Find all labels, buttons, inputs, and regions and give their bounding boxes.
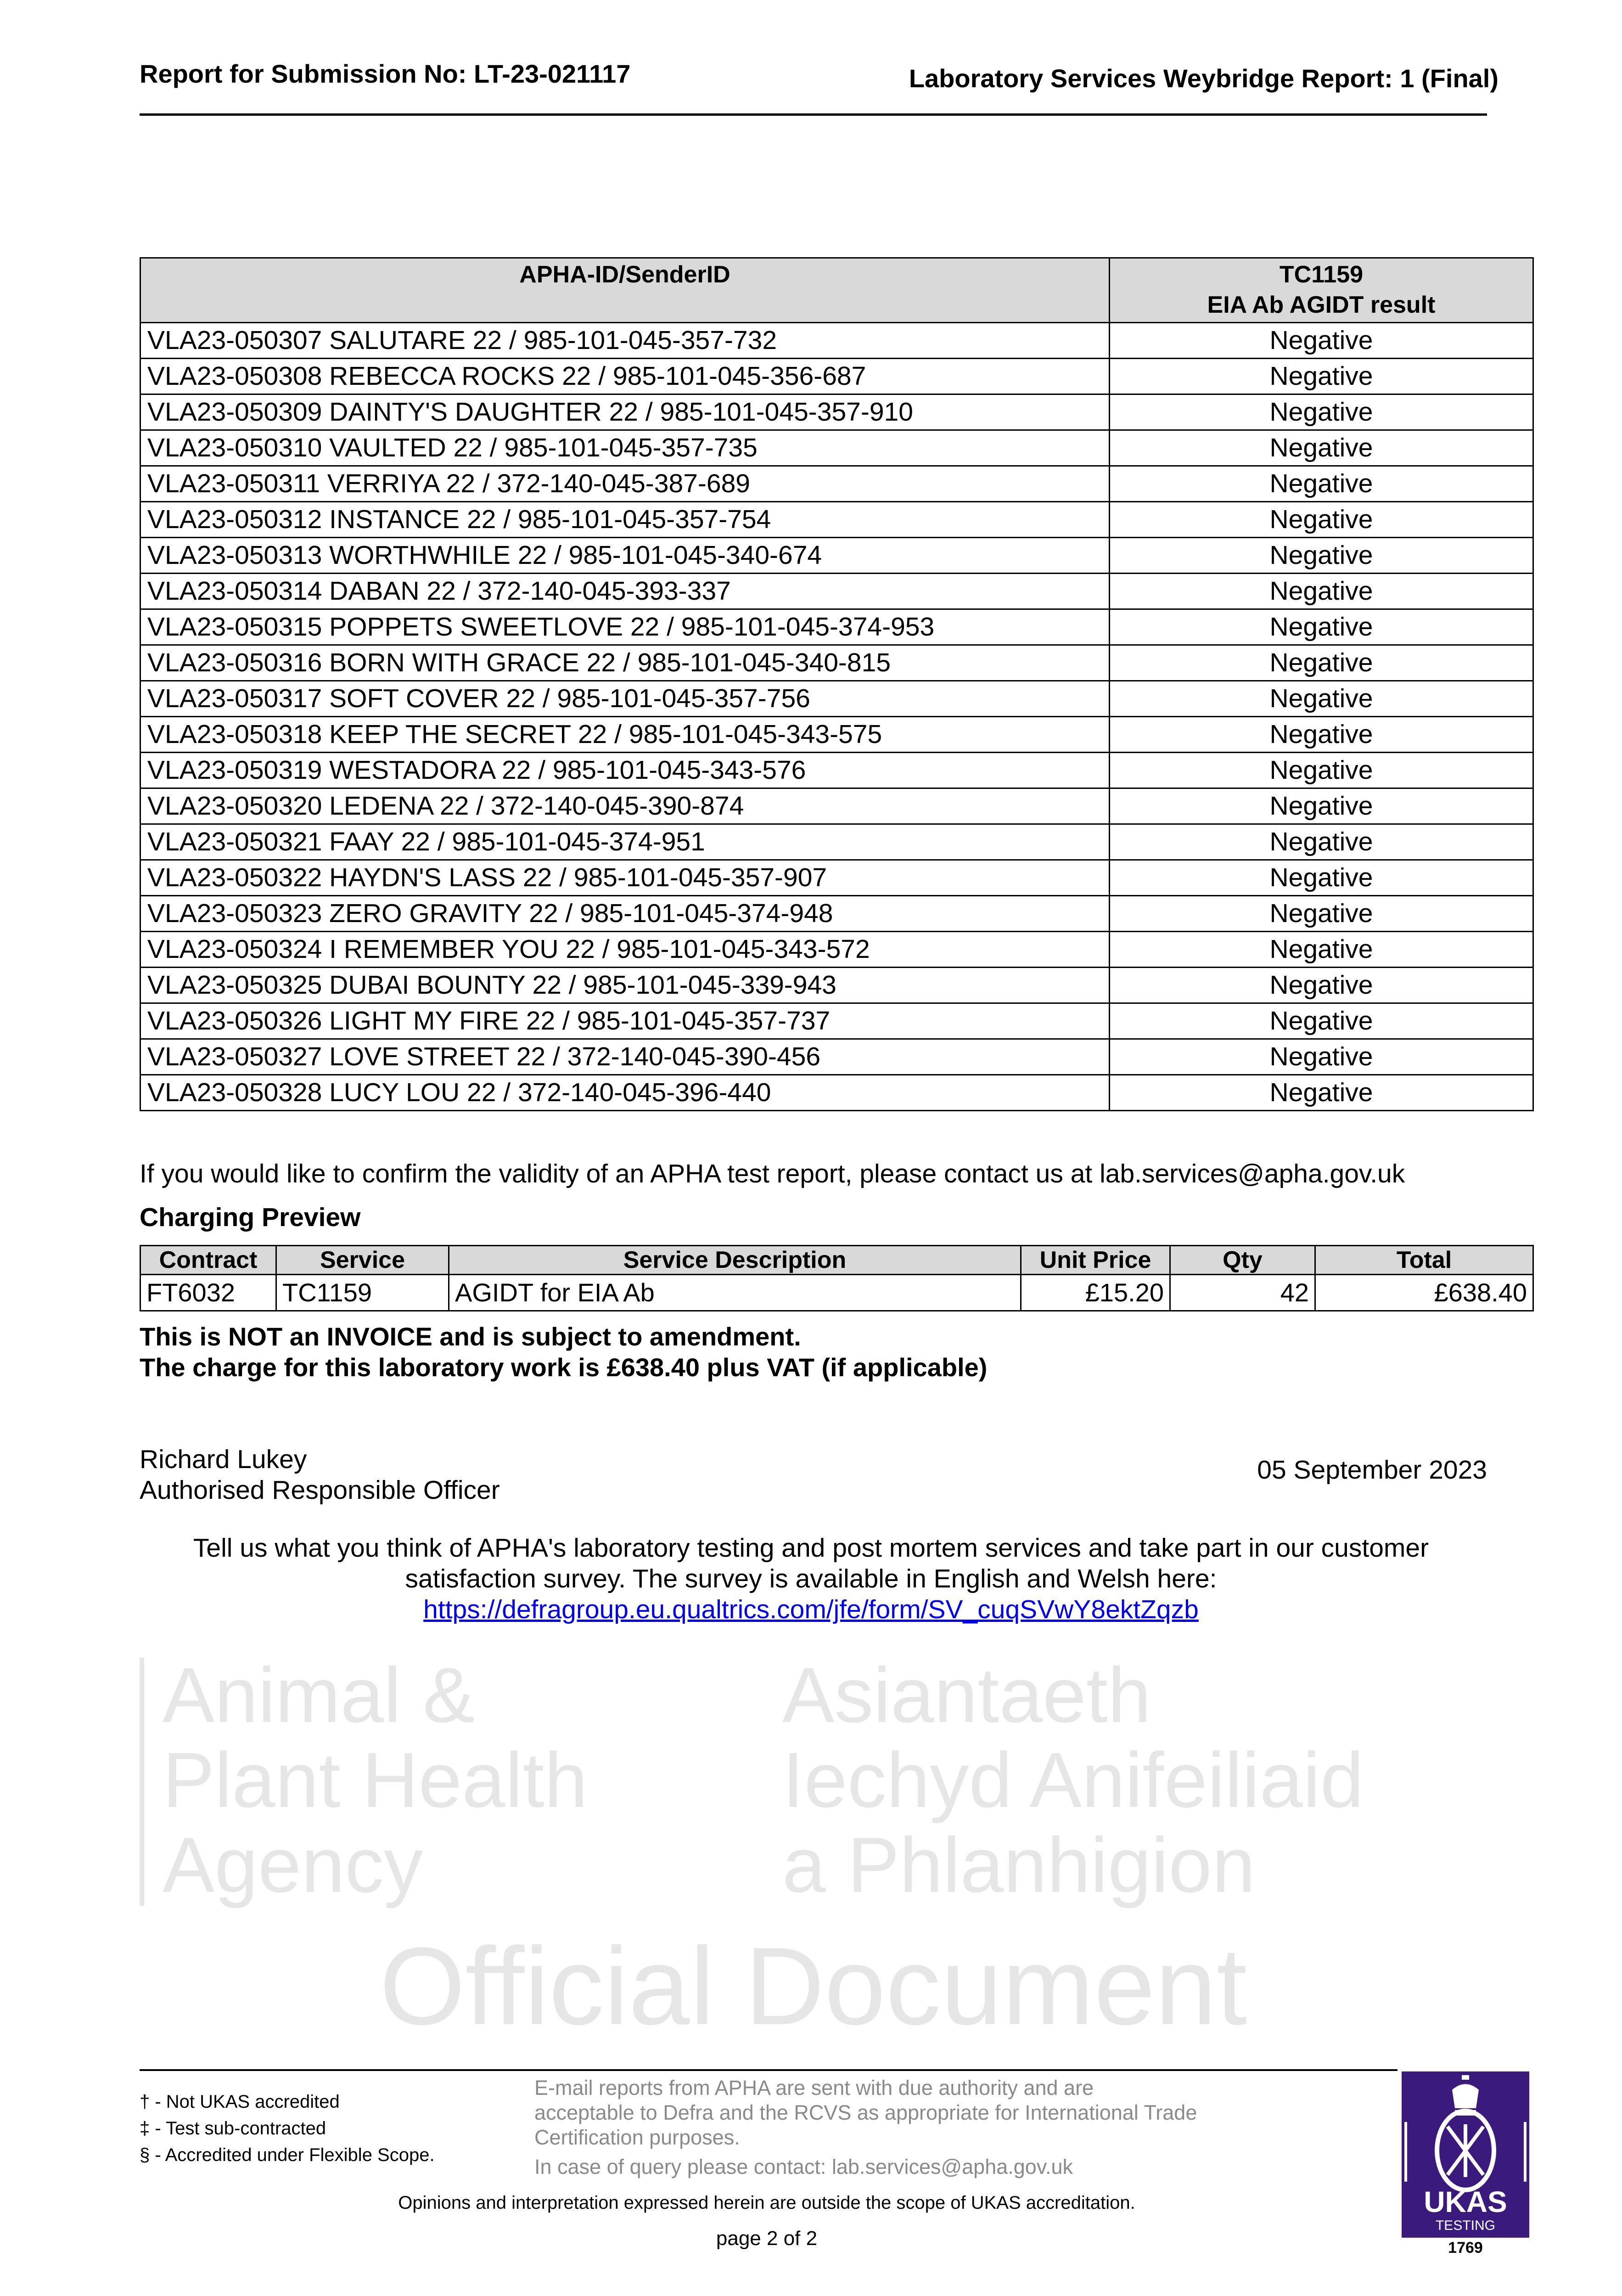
- charging-table: [140, 1245, 1534, 1311]
- watermark-line: Asiantaeth: [782, 1652, 1151, 1739]
- sample-id: VLA23-050312 INSTANCE 22 / 985-101-045-357-754: [140, 502, 1110, 538]
- ukas-logo: [1402, 2071, 1529, 2238]
- submission-number: Report for Submission No: LT-23-021117: [140, 59, 631, 88]
- test-result: Negative: [1110, 681, 1533, 717]
- test-result: Negative: [1110, 860, 1533, 896]
- validity-note: If you would like to confirm the validity of an APHA test report, please contact us at lab.services@apha.gov.uk: [140, 1159, 1405, 1188]
- email-note-line: acceptable to Defra and the RCVS as appropriate for International Trade: [534, 2101, 1197, 2124]
- report-date: 05 September 2023: [1257, 1455, 1487, 1485]
- table-row: [140, 896, 1533, 932]
- test-result: Negative: [1110, 609, 1533, 645]
- table-row: [140, 609, 1533, 645]
- watermark-line: Animal &: [163, 1652, 475, 1739]
- th-total: Total: [1315, 1246, 1533, 1275]
- official-document-watermark: [140, 1924, 1487, 2048]
- th-contract: Contract: [140, 1246, 276, 1275]
- table-row: [140, 824, 1533, 860]
- column-header-id: APHA-ID/SenderID: [140, 258, 1110, 323]
- sample-id: VLA23-050325 DUBAI BOUNTY 22 / 985-101-045-339-943: [140, 968, 1110, 1003]
- table-row: [140, 359, 1533, 394]
- sample-id: VLA23-050310 VAULTED 22 / 985-101-045-357-735: [140, 430, 1110, 466]
- charge-note: The charge for this laboratory work is £638.40 plus VAT (if applicable): [140, 1353, 988, 1382]
- test-result: Negative: [1110, 717, 1533, 753]
- test-result: Negative: [1110, 359, 1533, 394]
- table-row: [140, 932, 1533, 968]
- footer-divider: [140, 2069, 1398, 2071]
- watermark-line: Agency: [163, 1822, 423, 1909]
- query-contact: In case of query please contact: lab.services@apha.gov.uk: [534, 2155, 1073, 2178]
- sample-id: VLA23-050322 HAYDN'S LASS 22 / 985-101-045-357-907: [140, 860, 1110, 896]
- sample-id: VLA23-050313 WORTHWHILE 22 / 985-101-045-340-674: [140, 538, 1110, 574]
- footnote-dagger: † - Not UKAS accredited: [140, 2092, 340, 2112]
- crown-icon: [1402, 2071, 1529, 2238]
- test-result: Negative: [1110, 788, 1533, 824]
- qty: 42: [1170, 1275, 1315, 1311]
- sample-id: VLA23-050307 SALUTARE 22 / 985-101-045-357-732: [140, 323, 1110, 359]
- watermark-divider: [140, 1658, 144, 1906]
- sample-id: VLA23-050311 VERRIYA 22 / 372-140-045-387-689: [140, 466, 1110, 502]
- page-number: page 2 of 2: [716, 2227, 818, 2250]
- table-row: [140, 645, 1533, 681]
- table-row: [140, 430, 1533, 466]
- test-result: Negative: [1110, 538, 1533, 574]
- column-header-result: [1110, 258, 1533, 323]
- table-row: [140, 466, 1533, 502]
- report-title: Laboratory Services Weybridge Report: 1 (Final): [909, 64, 1499, 93]
- test-result: Negative: [1110, 896, 1533, 932]
- sample-id: VLA23-050316 BORN WITH GRACE 22 / 985-101-045-340-815: [140, 645, 1110, 681]
- th-service: Service: [276, 1246, 449, 1275]
- header-test-code: TC1159: [1279, 261, 1364, 288]
- watermark-word: Official: [379, 1925, 714, 2048]
- th-description: Service Description: [449, 1246, 1021, 1275]
- test-result: Negative: [1110, 466, 1533, 502]
- table-row: [140, 394, 1533, 430]
- not-invoice-note: This is NOT an INVOICE and is subject to amendment.: [140, 1322, 801, 1351]
- table-row: [140, 1039, 1533, 1075]
- survey-link[interactable]: https://defragroup.eu.qualtrics.com/jfe/form/SV_cuqSVwY8ektZqzb: [423, 1595, 1199, 1624]
- sample-id: VLA23-050309 DAINTY'S DAUGHTER 22 / 985-101-045-357-910: [140, 394, 1110, 430]
- table-row: [140, 788, 1533, 824]
- header-test-name: EIA Ab AGIDT result: [1207, 292, 1436, 318]
- test-result: Negative: [1110, 430, 1533, 466]
- sample-id: VLA23-050324 I REMEMBER YOU 22 / 985-101-045-343-572: [140, 932, 1110, 968]
- charge-row: [140, 1275, 1533, 1311]
- table-row: [140, 538, 1533, 574]
- sample-id: VLA23-050326 LIGHT MY FIRE 22 / 985-101-045-357-737: [140, 1003, 1110, 1039]
- test-result: Negative: [1110, 394, 1533, 430]
- sample-id: VLA23-050314 DABAN 22 / 372-140-045-393-337: [140, 574, 1110, 609]
- table-row: [140, 1075, 1533, 1111]
- test-result: Negative: [1110, 323, 1533, 359]
- charging-title: Charging Preview: [140, 1203, 361, 1232]
- sample-id: VLA23-050327 LOVE STREET 22 / 372-140-045-390-456: [140, 1039, 1110, 1075]
- table-row: [140, 574, 1533, 609]
- watermark-line: a Phlanhigion: [782, 1822, 1256, 1909]
- ukas-number: 1769: [1448, 2239, 1483, 2257]
- unit-price: £15.20: [1021, 1275, 1170, 1311]
- test-result: Negative: [1110, 824, 1533, 860]
- results-table: [140, 257, 1534, 1111]
- table-row: [140, 323, 1533, 359]
- ukas-text: UKAS: [1424, 2185, 1507, 2218]
- test-result: Negative: [1110, 1003, 1533, 1039]
- sample-id: VLA23-050320 LEDENA 22 / 372-140-045-390-874: [140, 788, 1110, 824]
- sample-id: VLA23-050321 FAAY 22 / 985-101-045-374-951: [140, 824, 1110, 860]
- sample-id: VLA23-050323 ZERO GRAVITY 22 / 985-101-045-374-948: [140, 896, 1110, 932]
- watermark-line: Plant Health: [163, 1737, 588, 1824]
- test-result: Negative: [1110, 753, 1533, 788]
- table-row: [140, 717, 1533, 753]
- th-qty: Qty: [1170, 1246, 1315, 1275]
- table-row: [140, 860, 1533, 896]
- contract: FT6032: [140, 1275, 276, 1311]
- table-row: [140, 968, 1533, 1003]
- sample-id: VLA23-050315 POPPETS SWEETLOVE 22 / 985-101-045-374-953: [140, 609, 1110, 645]
- watermark-word: Document: [745, 1925, 1247, 2048]
- table-row: [140, 502, 1533, 538]
- email-note-line: Certification purposes.: [534, 2126, 740, 2149]
- ukas-testing: TESTING: [1435, 2218, 1496, 2233]
- ukas-opinions-note: Opinions and interpretation expressed herein are outside the scope of UKAS accreditation.: [398, 2193, 1135, 2213]
- table-row: [140, 681, 1533, 717]
- watermark-line: Iechyd Anifeiliaid: [782, 1737, 1364, 1824]
- sample-id: VLA23-050328 LUCY LOU 22 / 372-140-045-396-440: [140, 1075, 1110, 1111]
- description: AGIDT for EIA Ab: [449, 1275, 1021, 1311]
- test-result: Negative: [1110, 968, 1533, 1003]
- test-result: Negative: [1110, 1075, 1533, 1111]
- sample-id: VLA23-050317 SOFT COVER 22 / 985-101-045-357-756: [140, 681, 1110, 717]
- officer-role: Authorised Responsible Officer: [140, 1475, 500, 1505]
- total: £638.40: [1315, 1275, 1533, 1311]
- footnote-section: § - Accredited under Flexible Scope.: [140, 2145, 435, 2165]
- header-divider: [140, 113, 1487, 116]
- survey-line-1: Tell us what you think of APHA's laboratory testing and post mortem services and take part in our customer: [193, 1533, 1429, 1563]
- footnote-double-dagger: ‡ - Test sub-contracted: [140, 2118, 326, 2138]
- test-result: Negative: [1110, 645, 1533, 681]
- test-result: Negative: [1110, 574, 1533, 609]
- table-row: [140, 753, 1533, 788]
- sample-id: VLA23-050319 WESTADORA 22 / 985-101-045-343-576: [140, 753, 1110, 788]
- sample-id: VLA23-050308 REBECCA ROCKS 22 / 985-101-045-356-687: [140, 359, 1110, 394]
- test-result: Negative: [1110, 932, 1533, 968]
- email-note-line: E-mail reports from APHA are sent with due authority and are: [534, 2076, 1094, 2099]
- th-unit-price: Unit Price: [1021, 1246, 1170, 1275]
- survey-line-2: satisfaction survey. The survey is available in English and Welsh here:: [405, 1564, 1217, 1593]
- sample-id: VLA23-050318 KEEP THE SECRET 22 / 985-101-045-343-575: [140, 717, 1110, 753]
- officer-name: Richard Lukey: [140, 1445, 307, 1474]
- service: TC1159: [276, 1275, 449, 1311]
- test-result: Negative: [1110, 1039, 1533, 1075]
- table-row: [140, 1003, 1533, 1039]
- test-result: Negative: [1110, 502, 1533, 538]
